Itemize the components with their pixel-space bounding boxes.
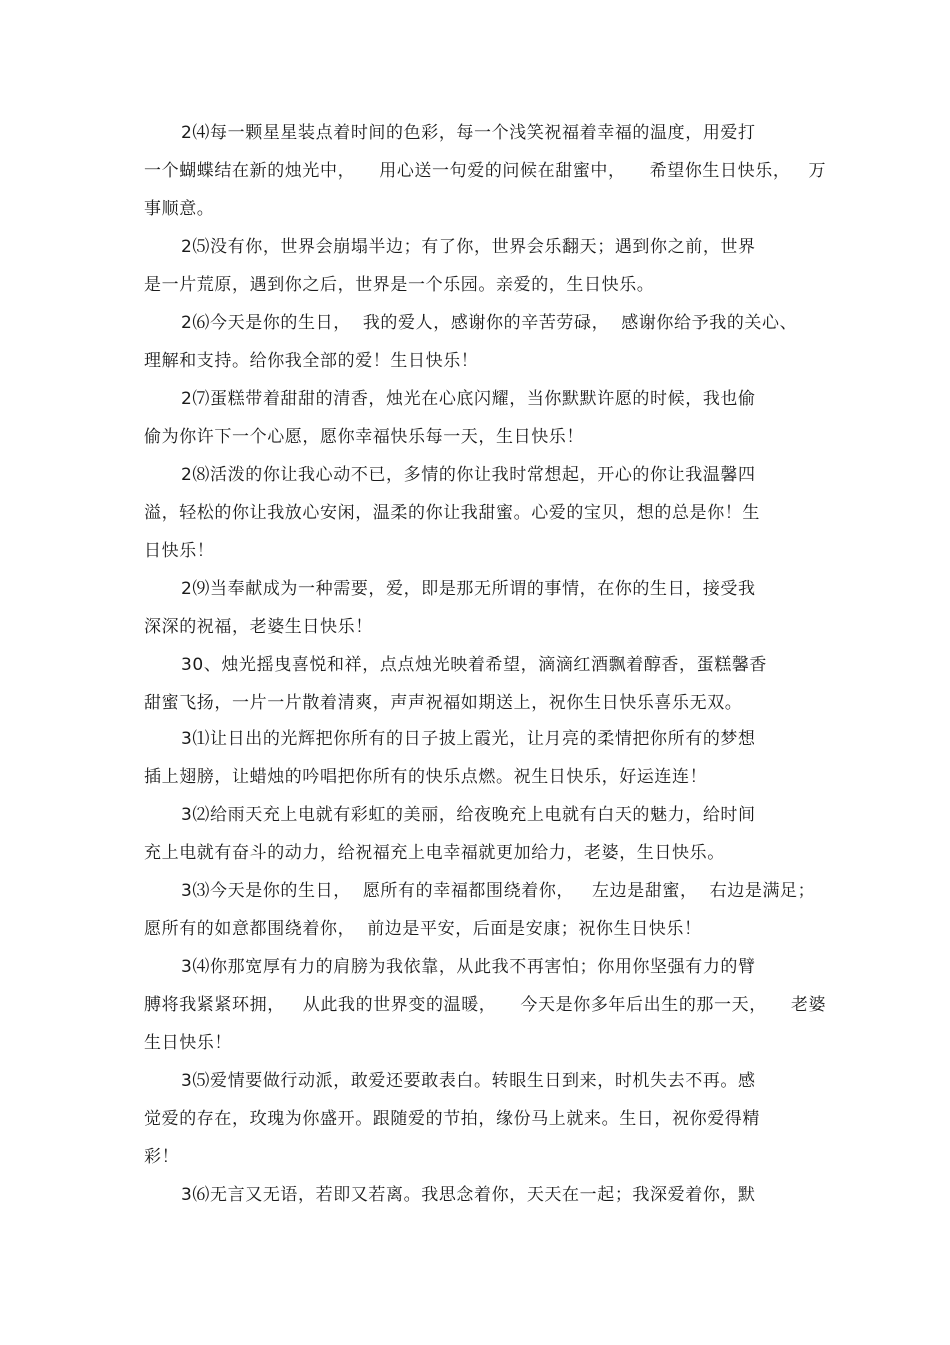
paragraph-line: 愿所有的如意都围绕着你， 前边是平安，后面是安康；祝你生日快乐！ <box>144 919 702 939</box>
paragraph-line: 生日快乐！ <box>144 1033 232 1053</box>
paragraph-line: 2⑸没有你，世界会崩塌半边；有了你，世界会乐翻天；遇到你之前，世界 <box>181 237 756 257</box>
paragraph-line: 3⑹无言又无语，若即又若离。我思念着你，天天在一起；我深爱着你，默 <box>181 1185 756 1205</box>
paragraph-line: 充上电就有奋斗的动力，给祝福充上电幸福就更加给力，老婆，生日快乐。 <box>144 843 725 863</box>
paragraph-line: 3⑴让日出的光辉把你所有的日子披上霞光，让月亮的柔情把你所有的梦想 <box>181 729 756 749</box>
paragraph-line: 插上翅膀，让蜡烛的吟唱把你所有的快乐点燃。祝生日快乐，好运连连！ <box>144 767 708 787</box>
paragraph-line: 3⑷你那宽厚有力的肩膀为我依靠，从此我不再害怕；你用你坚强有力的臂 <box>181 957 756 977</box>
paragraph-line: 3⑸爱情要做行动派，敢爱还要敢表白。转眼生日到来，时机失去不再。感 <box>181 1071 756 1091</box>
paragraph-line: 2⑻活泼的你让我心动不已，多情的你让我时常想起，开心的你让我温馨四 <box>181 465 756 485</box>
paragraph-line: 日快乐！ <box>144 541 215 561</box>
paragraph-line: 膊将我紧紧环拥， 从此我的世界变的温暖， 今天是你多年后出生的那一天， 老婆 <box>144 995 827 1015</box>
paragraph-line: 是一片荒原，遇到你之后，世界是一个乐园。亲爱的，生日快乐。 <box>144 275 655 295</box>
paragraph-line: 偷为你许下一个心愿，愿你幸福快乐每一天，生日快乐！ <box>144 427 584 447</box>
paragraph-line: 理解和支持。给你我全部的爱！生日快乐！ <box>144 351 479 371</box>
paragraph-line: 2⑷每一颗星星装点着时间的色彩，每一个浅笑祝福着幸福的温度，用爱打 <box>181 123 756 143</box>
paragraph-line: 觉爱的存在，玫瑰为你盛开。跟随爱的节拍，缘份马上就来。生日，祝你爱得精 <box>144 1109 760 1129</box>
paragraph-line: 2⑼当奉献成为一种需要，爱，即是那无所谓的事情，在你的生日，接受我 <box>181 579 756 599</box>
paragraph-line: 甜蜜飞扬，一片一片散着清爽，声声祝福如期送上，祝你生日快乐喜乐无双。 <box>144 693 743 713</box>
paragraph-line: 深深的祝福，老婆生日快乐！ <box>144 617 373 637</box>
paragraph-line: 一个蝴蝶结在新的烛光中， 用心送一句爱的问候在甜蜜中， 希望你生日快乐， 万 <box>144 161 827 181</box>
paragraph-line: 3⑵给雨天充上电就有彩虹的美丽，给夜晚充上电就有白天的魅力，给时间 <box>181 805 756 825</box>
paragraph-line: 彩！ <box>144 1147 180 1167</box>
paragraph-line: 溢，轻松的你让我放心安闲，温柔的你让我甜蜜。心爱的宝贝，想的总是你！生 <box>144 503 760 523</box>
paragraph-line: 3⑶今天是你的生日， 愿所有的幸福都围绕着你， 左边是甜蜜， 右边是满足； <box>181 881 816 901</box>
paragraph-line: 2⑹今天是你的生日， 我的爱人，感谢你的辛苦劳碌， 感谢你给予我的关心、 <box>181 313 798 333</box>
paragraph-line: 30、烛光摇曳喜悦和祥，点点烛光映着希望，滴滴红酒飘着醇香，蛋糕馨香 <box>181 655 768 675</box>
paragraph-line: 2⑺蛋糕带着甜甜的清香，烛光在心底闪耀，当你默默许愿的时候，我也偷 <box>181 389 756 409</box>
paragraph-line: 事顺意。 <box>144 199 215 219</box>
